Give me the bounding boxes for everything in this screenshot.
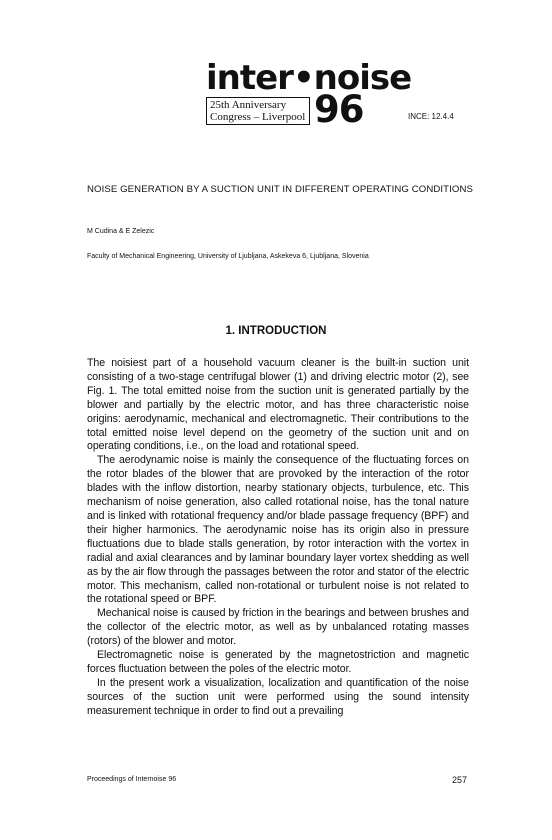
paragraph-3: Mechanical noise is caused by friction in the bearings and between brushes and the collector of the electric motor, as well as by unbalanced rotating masses (rotors) of the blower and motor.	[87, 607, 469, 648]
anniversary-box	[206, 97, 310, 125]
anniversary-line-2: Congress – Liverpool	[210, 111, 306, 123]
paper-authors: M Cudina & E Zelezic	[87, 228, 155, 235]
section-heading: 1. INTRODUCTION	[225, 325, 327, 337]
paragraph-2: The aerodynamic noise is mainly the consequence of the fluctuating forces on the rotor blades of the blower that are provoked by the interaction of the rotor blades with the inflow distortion, nearby stationary objects, turbulence, etc. This mechanism of noise generation, also called rotational noise, has the tonal nature and is linked with rotational frequency and/or blade passage frequency (BPF) and their higher harmonics. The aerodynamic noise has its origin also in pressure fluctuations due to blade stalls generation, by rotor interaction with the vortex in radial and axial clearances and by laminar boundary layer vortex shedding as well as by the air flow through the passages between the rotor and stator of the electric motor. This mechanism, called non-rotational or turbulent noise is not related to the rotational speed or BPF.	[87, 454, 469, 606]
paragraph-4: Electromagnetic noise is generated by the magnetostriction and magnetic forces fluctuation between the poles of the electric motor.	[87, 649, 469, 675]
conference-logo-year: 96	[314, 88, 364, 131]
paper-title: NOISE GENERATION BY A SUCTION UNIT IN DIFFERENT OPERATING CONDITIONS	[87, 184, 473, 195]
ince-reference: INCE: 12.4.4	[408, 112, 454, 121]
page-number: 257	[452, 775, 468, 785]
paragraph-5: In the present work a visualization, localization and quantification of the noise sources of the suction unit were performed using the sound intensity measurement technique in order to find out a prevailing	[87, 676, 469, 717]
body-text	[87, 357, 469, 719]
conference-logo-wordmark: inter•noise	[206, 58, 412, 98]
footer-proceedings: Proceedings of Internoise 96	[87, 776, 177, 783]
anniversary-line-1: 25th Anniversary	[210, 99, 287, 111]
paragraph-1: The noisiest part of a household vacuum cleaner is the built-in suction unit consisting of a two-stage centrifugal blower (1) and driving electric motor (2), see Fig. 1. The total emitted noise from the suction unit is generated partially by the blower and partially by the electric motor, and has three characteristic noise origins: aerodynamic, mechanical and electromagnetic. Their contributions to the total emitted noise level depend on the geometry of the suction unit and on operating conditions, i.e., on the load and rotational speed.	[87, 357, 469, 453]
author-affiliation: Faculty of Mechanical Engineering, University of Ljubljana, Askekeva 6, Ljubljana, Slovenia	[87, 253, 369, 260]
